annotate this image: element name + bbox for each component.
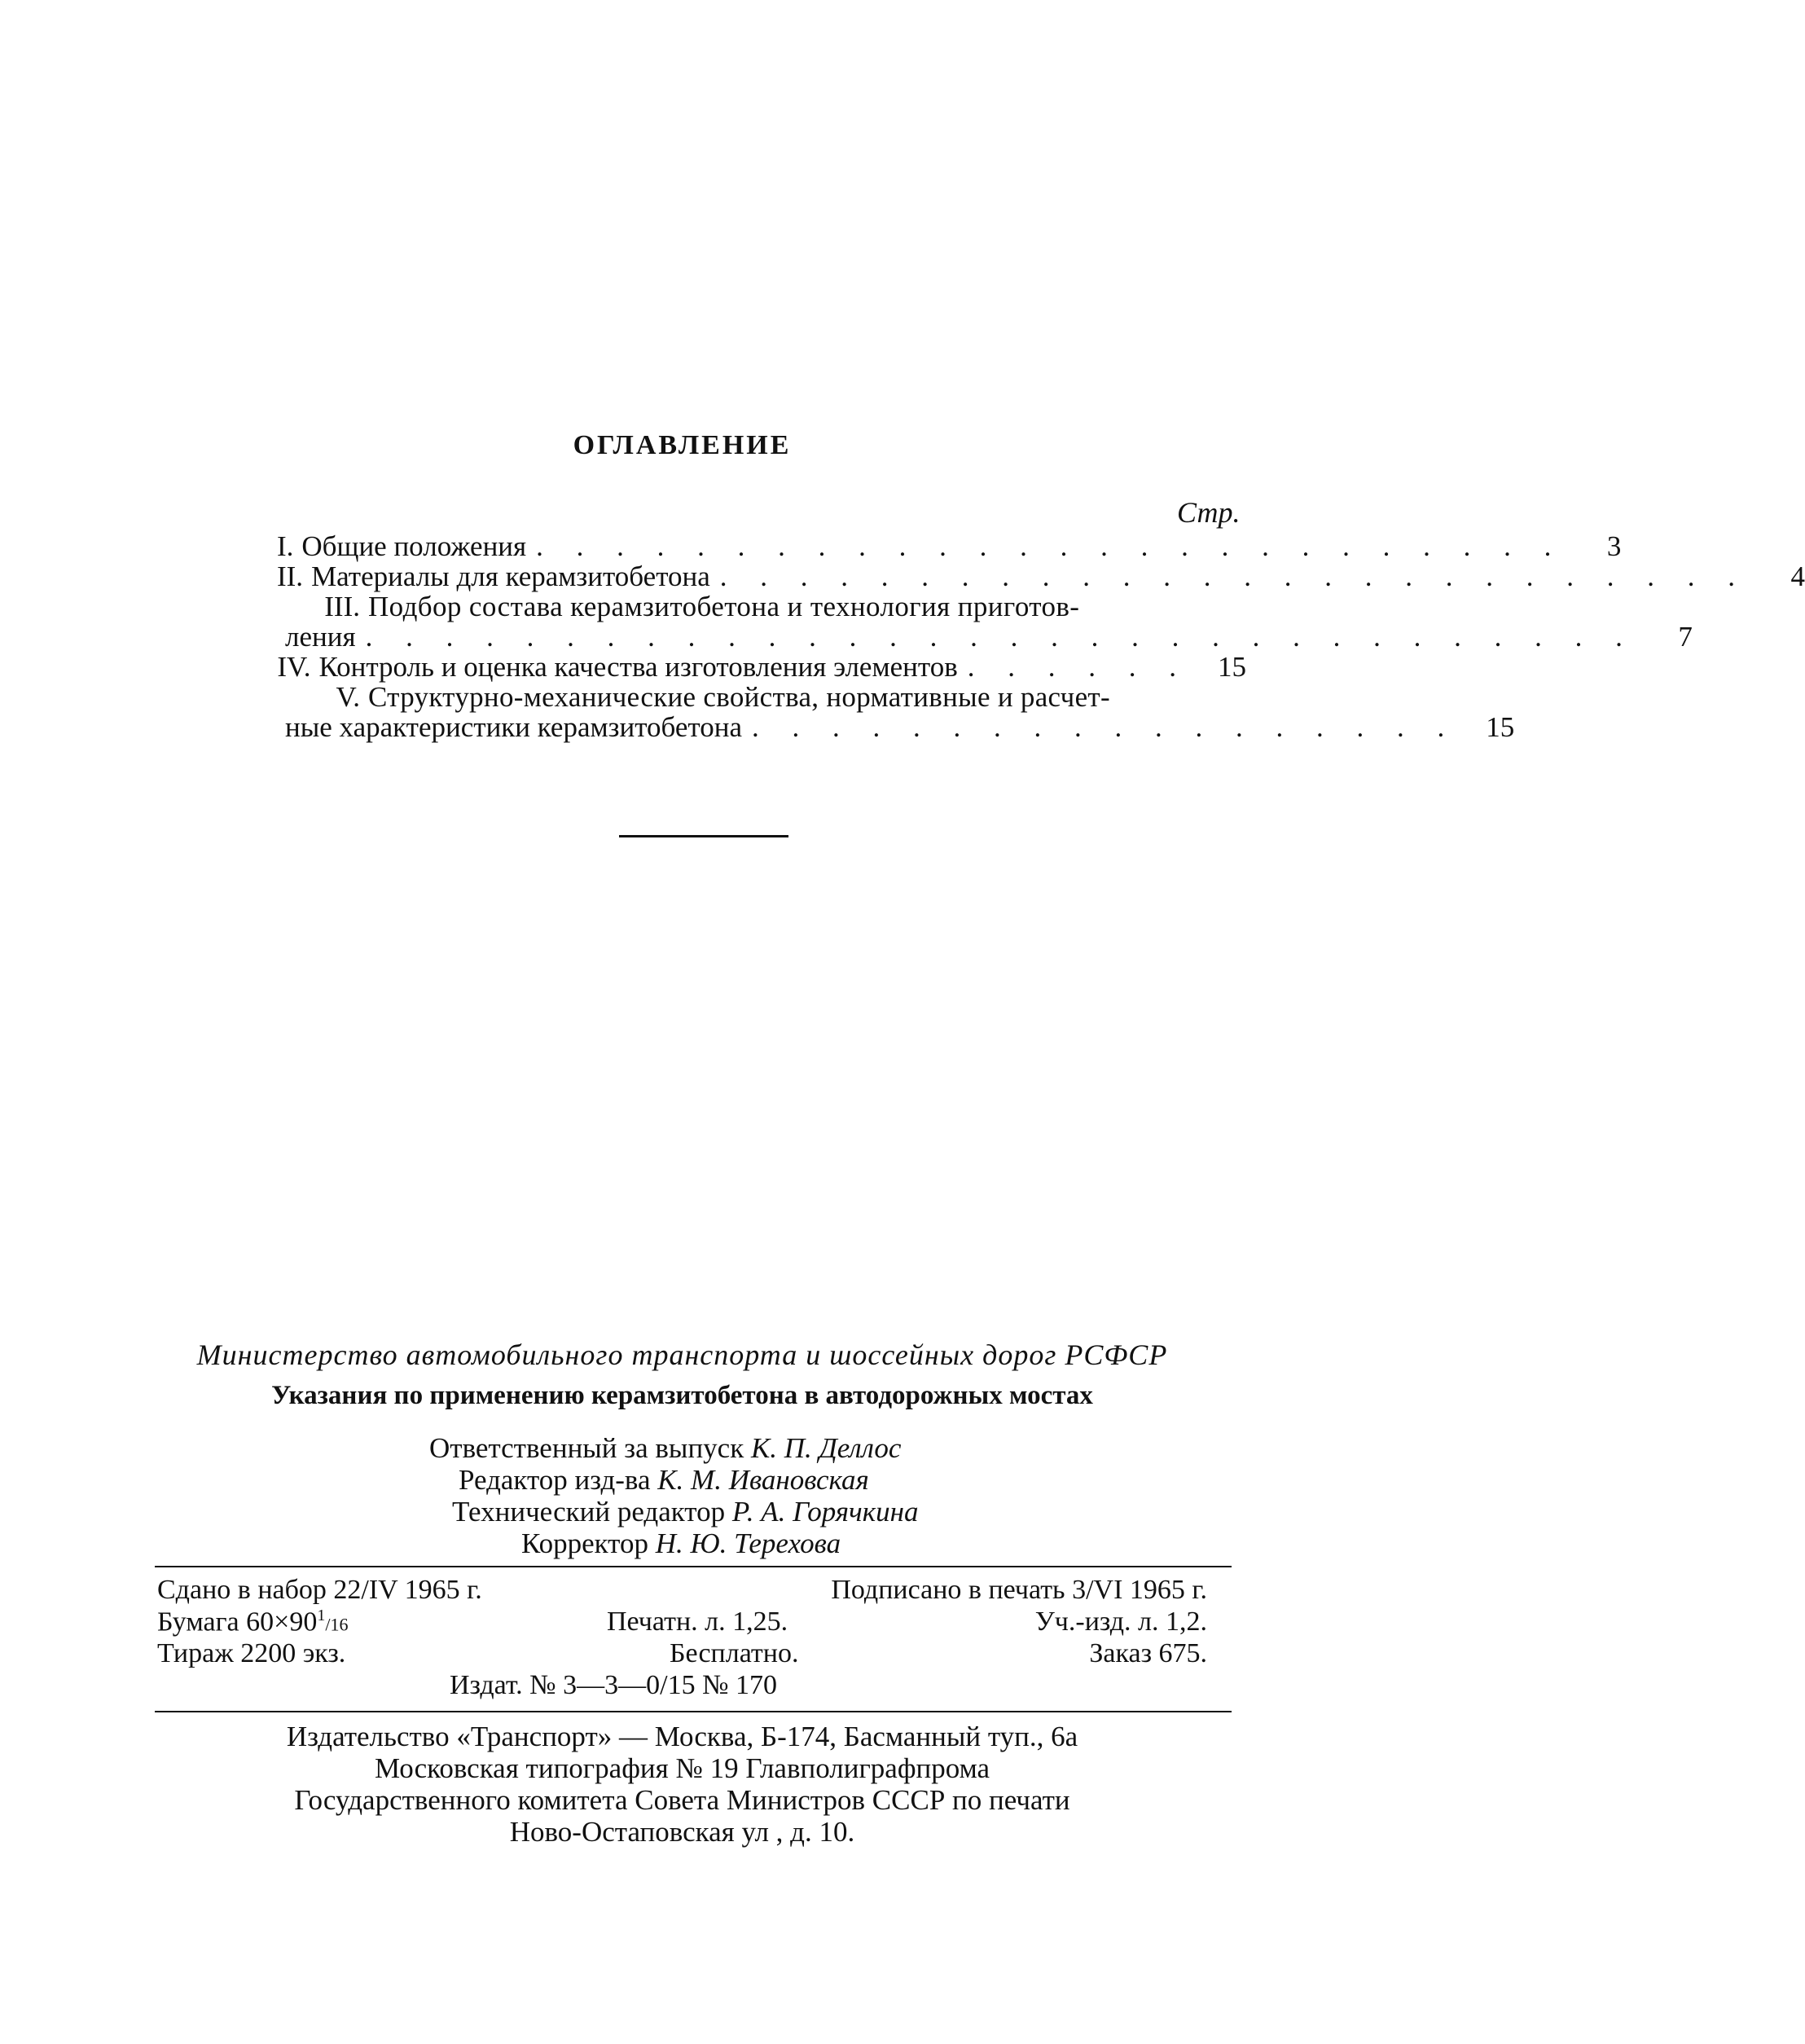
credit-line	[459, 1464, 869, 1497]
imprint-run: Тираж 2200 экз.	[157, 1638, 346, 1668]
credit-role: Корректор	[521, 1528, 649, 1559]
imprint-paper-format: Бумага 60×90	[157, 1607, 318, 1637]
toc-leader-dots: . . . . . . . . . . . . . . . . . . . . . . . . . .	[719, 560, 1749, 592]
toc-entry-title: Контроль и оценка качества изготовления элементов	[318, 651, 958, 683]
toc-entry	[277, 591, 1246, 622]
imprint-signed: Подписано в печать 3/VI 1965 г.	[831, 1575, 1207, 1605]
imprint-paper	[157, 1607, 348, 1637]
credit-line	[521, 1528, 841, 1560]
credit-role: Технический редактор	[452, 1496, 726, 1528]
imprint-paper-sup: 1	[317, 1607, 326, 1624]
credit-name: Р. А. Горячкина	[731, 1496, 919, 1528]
credit-role: Ответственный за выпуск	[429, 1432, 744, 1464]
toc-leader-dots: . . . . . .	[967, 651, 1189, 683]
page-column-label: Стр.	[1177, 496, 1241, 529]
toc-entry-page: 15	[1218, 651, 1246, 683]
toc-entry-title: ные характеристики керамзитобетона	[285, 711, 743, 743]
toc-entry-page: 7	[1678, 621, 1693, 653]
toc-entry-title: Подбор состава керамзитобетона и технология приготов-	[368, 591, 1080, 622]
publisher-line: Ново-Остаповская ул , д. 10.	[509, 1816, 855, 1848]
toc-leader-dots: . . . . . . . . . . . . . . . . . . . . . . . . . .	[536, 530, 1565, 562]
toc-entry	[277, 682, 1246, 712]
toc-entry-page: 15	[1486, 711, 1515, 743]
toc-entry	[277, 530, 1622, 562]
toc-entry	[277, 560, 1805, 592]
toc-entry	[277, 652, 1246, 682]
toc-entry	[277, 711, 1515, 743]
toc-entry-number: I.	[277, 530, 294, 562]
toc-entry-title: Структурно-механические свойства, нормативные и расчет-	[368, 681, 1110, 713]
toc-entry-title: Материалы для керамзитобетона	[311, 560, 710, 592]
ministry-name: Министерство автомобильного транспорта и шоссейных дорог РСФСР	[196, 1338, 1168, 1371]
imprint-bottom-rule	[155, 1711, 1232, 1712]
toc-leader-dots: . . . . . . . . . . . . . . . . . .	[752, 711, 1458, 743]
publisher-line: Издательство «Транспорт» — Москва, Б-174, Басманный туп., 6а	[286, 1721, 1078, 1752]
toc-heading: ОГЛАВЛЕНИЕ	[573, 430, 792, 460]
imprint-pub-sheets: Уч.-изд. л. 1,2.	[1034, 1607, 1207, 1637]
credit-line	[429, 1432, 901, 1465]
table-of-contents	[277, 530, 1805, 743]
imprint-submitted: Сдано в набор 22/IV 1965 г.	[157, 1575, 482, 1605]
toc-entry-page: 4	[1790, 560, 1805, 592]
toc-entry	[277, 621, 1693, 653]
credit-name: Н. Ю. Терехова	[655, 1528, 841, 1559]
credit-name: К. М. Ивановская	[657, 1464, 869, 1496]
imprint-top-rule	[155, 1566, 1232, 1567]
book-title: Указания по применению керамзитобетона в автодорожных мостах	[271, 1381, 1093, 1410]
toc-entry-number: IV.	[277, 651, 311, 683]
publisher-line: Московская типография № 19 Главполиграфпрома	[374, 1752, 990, 1784]
imprint-print-sheets: Печатн. л. 1,25.	[607, 1607, 788, 1637]
credit-role: Редактор изд-ва	[459, 1464, 651, 1496]
imprint-order: Заказ 675.	[1089, 1638, 1207, 1668]
toc-leader-dots: . . . . . . . . . . . . . . . . . . . . . . . . . . . . . . . .	[365, 621, 1636, 653]
imprint-paper-sub: /16	[325, 1614, 349, 1635]
section-divider	[619, 835, 788, 837]
toc-entry-number: III.	[324, 591, 360, 622]
imprint-edition: Издат. № 3—3—0/15 № 170	[450, 1670, 778, 1700]
imprint-price: Бесплатно.	[670, 1638, 799, 1668]
credit-name: К. П. Деллос	[750, 1432, 902, 1464]
toc-entry-number: V.	[336, 681, 360, 713]
toc-entry-page: 3	[1606, 530, 1622, 562]
toc-entry-title: Общие положения	[301, 530, 527, 562]
toc-entry-title: ления	[285, 621, 356, 653]
toc-entry-number: II.	[277, 560, 304, 592]
credit-line	[452, 1496, 918, 1528]
publisher-line: Государственного комитета Совета Министров СССР по печати	[294, 1784, 1070, 1816]
